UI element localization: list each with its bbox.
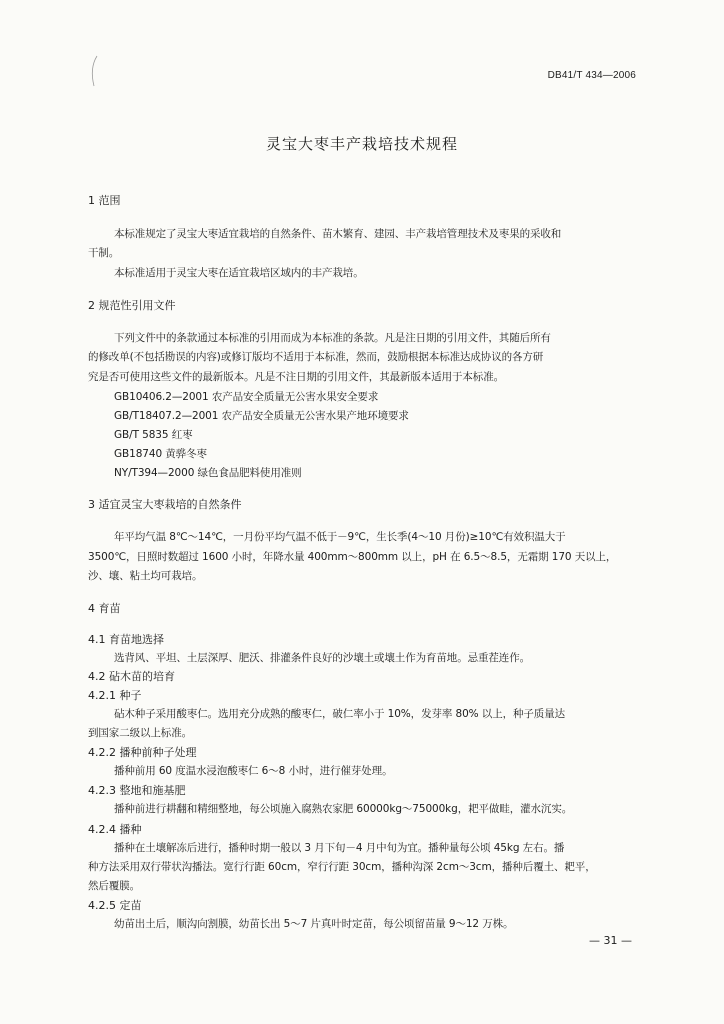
paragraph-line: 本标准规定了灵宝大枣适宜栽培的自然条件、苗木繁育、建园、丰产栽培管理技术及枣果的采收和 [114, 228, 562, 240]
paragraph-line: 到国家二级以上标准。 [88, 727, 192, 739]
section-3-heading: 3 适宜灵宝大枣栽培的自然条件 [88, 498, 242, 511]
paragraph-line: 播种前用 60 度温水浸泡酸枣仁 6～8 小时，进行催芽处理。 [114, 765, 393, 777]
paragraph-line: 的修改单(不包括勘误的内容)或修订版均不适用于本标准，然而，鼓励根据本标准达成协议的各方研 [88, 351, 544, 363]
reference-item: GB/T18407.2—2001 农产品安全质量无公害水果产地环境要求 [114, 410, 409, 422]
section-4-heading: 4 育苗 [88, 602, 121, 615]
subsection-heading: 4.2.4 播种 [88, 823, 142, 836]
page-number: — 31 — [589, 934, 632, 947]
reference-item: GB10406.2—2001 农产品安全质量无公害水果安全要求 [114, 391, 379, 403]
subsection-heading: 4.2.2 播种前种子处理 [88, 746, 197, 759]
section-2-heading: 2 规范性引用文件 [88, 299, 176, 312]
subsection-heading: 4.2.5 定苗 [88, 899, 142, 912]
paragraph-line: 播种在土壤解冻后进行，播种时期一般以 3 月下旬－4 月中旬为宜。播种量每公顷 45kg 左右。播 [114, 842, 565, 854]
paragraph-line: 下列文件中的条款通过本标准的引用而成为本标准的条款。凡是注日期的引用文件，其随后所有 [114, 332, 551, 344]
paragraph-line: 干制。 [88, 247, 120, 259]
paragraph-line: 播种前进行耕翻和精细整地，每公顷施入腐熟农家肥 60000kg～75000kg，耙平做畦，灌水沉实。 [114, 803, 573, 815]
paragraph-line: 然后覆膜。 [88, 880, 140, 892]
paragraph-line: 幼苗出土后，顺沟向割膜，幼苗长出 5～7 片真叶时定苗，每公顷留苗量 9～12 万株。 [114, 918, 514, 930]
subsection-heading: 4.2.1 种子 [88, 689, 142, 702]
paragraph-line: 沙、壤、粘土均可栽培。 [88, 570, 203, 582]
paragraph-line: 究是否可使用这些文件的最新版本。凡是不注日期的引用文件，其最新版本适用于本标准。 [88, 371, 504, 383]
paragraph-line: 砧木种子采用酸枣仁。选用充分成熟的酸枣仁，破仁率小于 10%，发芽率 80% 以上，种子质量达 [114, 708, 565, 720]
paragraph-line: 本标准适用于灵宝大枣在适宜栽培区域内的丰产栽培。 [114, 267, 364, 279]
reference-item: GB18740 黄骅冬枣 [114, 448, 207, 460]
paragraph-line: 选背风、平坦、土层深厚、肥沃、排灌条件良好的沙壤土或壤土作为育苗地。忌重茬连作。 [114, 652, 530, 664]
reference-item: NY/T394—2000 绿色食品肥料使用准则 [114, 467, 302, 479]
paragraph-line: 种方法采用双行带状沟播法。宽行行距 60cm，窄行行距 30cm，播种沟深 2cm～3cm，播种后覆土、耙平， [88, 861, 596, 873]
subsection-heading: 4.2 砧木苗的培育 [88, 670, 175, 683]
paragraph-line: 年平均气温 8℃～14℃，一月份平均气温不低于－9℃，生长季(4～10 月份)≥10℃有效积温大于 [114, 531, 566, 543]
section-1-heading: 1 范围 [88, 194, 121, 207]
binding-pencil-mark [88, 54, 100, 88]
subsection-heading: 4.2.3 整地和施基肥 [88, 784, 186, 797]
reference-item: GB/T 5835 红枣 [114, 429, 193, 441]
subsection-heading: 4.1 育苗地选择 [88, 633, 164, 646]
standard-code: DB41/T 434—2006 [547, 70, 636, 81]
document-title: 灵宝大枣丰产栽培技术规程 [265, 135, 458, 153]
paragraph-line: 3500℃，日照时数超过 1600 小时，年降水量 400mm～800mm 以上，pH 在 6.5～8.5，无霜期 170 天以上， [88, 551, 617, 563]
